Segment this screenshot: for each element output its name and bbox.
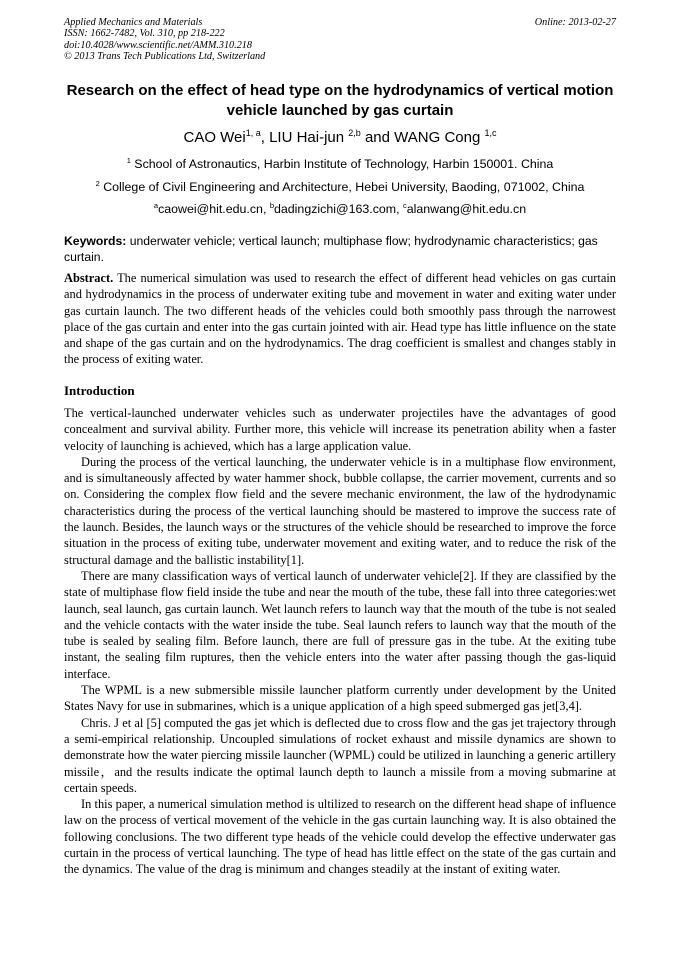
author-affiliation-mark: 1,c	[484, 128, 497, 138]
author-name: CAO Wei	[183, 129, 246, 146]
body-paragraph: In this paper, a numerical simulation method is ultilized to research on the different head shape of influence law on the process of vertical movement of the vehicle in the gas curtain launching way. It is also obtained the following conclusions. The two different type heads of the vehicle could develop the effective underwater gas curtain in the process of vertical launching. The type of head has little effect on the state of the gas curtain and the dynamics. The value of the drag is minimum and changes steadily at the instant of exiting water.	[64, 797, 616, 877]
doi-line: doi:10.4028/www.scientific.net/AMM.310.218	[64, 39, 252, 51]
introduction-body	[64, 405, 616, 878]
author-list	[64, 128, 616, 148]
affiliation-text: School of Astronautics, Harbin Institute of Technology, Harbin 150001. China	[130, 157, 554, 171]
author-separator: and	[360, 129, 395, 146]
email-mark: a	[153, 201, 159, 210]
affiliation-2	[64, 179, 616, 195]
author-name: WANG Cong	[394, 129, 485, 146]
abstract-label: Abstract.	[64, 271, 114, 285]
author-separator: ,	[260, 129, 270, 146]
keywords-text: underwater vehicle; vertical launch; multiphase flow; hydrodynamic characteristics; gas curtain.	[64, 234, 598, 264]
affiliation-text: College of Civil Engineering and Architecture, Hebei University, Baoding, 071002, China	[99, 180, 585, 194]
affiliation-mark: 2	[95, 179, 100, 188]
author-affiliation-mark: 2,b	[348, 128, 361, 138]
journal-name: Applied Mechanics and Materials	[64, 17, 203, 28]
email-address: caowei@hit.edu.cn,	[158, 202, 270, 216]
affiliation-1	[64, 156, 616, 172]
author-name: LIU Hai-jun	[269, 129, 349, 146]
body-paragraph: The vertical-launched underwater vehicles such as underwater projectiles have the advantages of good concealment and survival ability. Further more, this vehicle will increase its penetration ability when a faster velocity of launching is achieved, which has a large application value.	[64, 406, 616, 453]
online-date: Online: 2013-02-27	[534, 17, 616, 28]
abstract-text: The numerical simulation was used to research the effect of different head vehicles on gas curtain and hydrodynamics in the process of underwater exiting tube and movement in water and exiting water under gas curtain launch. The two different heads of the vehicles could both smoothly pass through the narrowest place of the gas curtain and enter into the gas curtain jointed with air. Head type has little influence on the state and shape of the gas curtain and on the hydrodynamics. The drag coefficient is smallest and changes stably in the process of exiting water.	[64, 271, 616, 367]
author-affiliation-mark: 1, a	[245, 128, 261, 138]
affiliation-mark: 1	[126, 156, 131, 165]
issn-line: ISSN: 1662-7482, Vol. 310, pp 218-222	[64, 28, 225, 40]
email-address: dadingzichi@163.com,	[274, 202, 403, 216]
body-paragraph: Chris. J et al [5] computed the gas jet which is deflected due to cross flow and the gas jet trajectory through a semi-empirical relationship. Uncoupled simulations of rocket exhaust and missile dynamics are shown to demonstrate how the water piercing missile launcher (WPML) could be utilized in launching a generic artillery missile，and the results indicate the optimal launch depth to launch a missile from a moving submarine at certain speeds.	[64, 715, 616, 795]
body-paragraph: There are many classification ways of vertical launch of underwater vehicle[2]. If they are classified by the state of multiphase flow field inside the tube and near the mouth of the tube, these fall into three categories:wet launch, seal launch, gas curtain launch. Wet launch refers to launch way that the mouth of the tube is not sealed and the vehicle contacts with the water inside the tube. Seal launch refers to launch way that the mouth of the tube is sealed by sealing film. Before launch, there are full of pressure gas in the tube. At the exiting tube instant, the sealing film ruptures, then the vehicle enters into the water after passing though the gas-liquid interface.	[64, 568, 616, 681]
email-mark: c	[402, 201, 407, 210]
body-paragraph: During the process of the vertical launching, the underwater vehicle is in a multiphase flow environment, and is simultaneously affected by water hammer shock, bubble collapse, the carrier movement, currents and so on. Considering the complex flow field and the severe mechanic environment, the law of the hydrodynamic characteristics during the process of the vertical launching should be mastered to improve the success rate of the launch. Besides, the launch ways or the structures of the vehicle should be researched to improve the force situation in the process of exiting tube, underwater movement and exiting water, and to reduce the risk of the structural damage and the ballistic instability[1].	[64, 454, 616, 567]
email-line	[64, 201, 616, 217]
abstract-section	[64, 270, 616, 368]
body-paragraph: The WPML is a new submersible missile launcher platform currently under development by the United States Navy for use in submarines, which is a unique application of a high speed submerged gas jet[3,4].	[64, 683, 616, 714]
paper-title: Research on the effect of head type on the hydrodynamics of vertical motion vehicle launched by gas curtain	[66, 82, 614, 119]
publication-header	[64, 17, 616, 63]
introduction-heading: Introduction	[64, 383, 135, 398]
keywords-label: Keywords:	[64, 234, 127, 248]
email-mark: b	[269, 201, 274, 210]
copyright-line: © 2013 Trans Tech Publications Ltd, Switzerland	[64, 51, 266, 63]
keywords-section	[64, 234, 616, 265]
email-address: alanwang@hit.edu.cn	[406, 202, 527, 216]
